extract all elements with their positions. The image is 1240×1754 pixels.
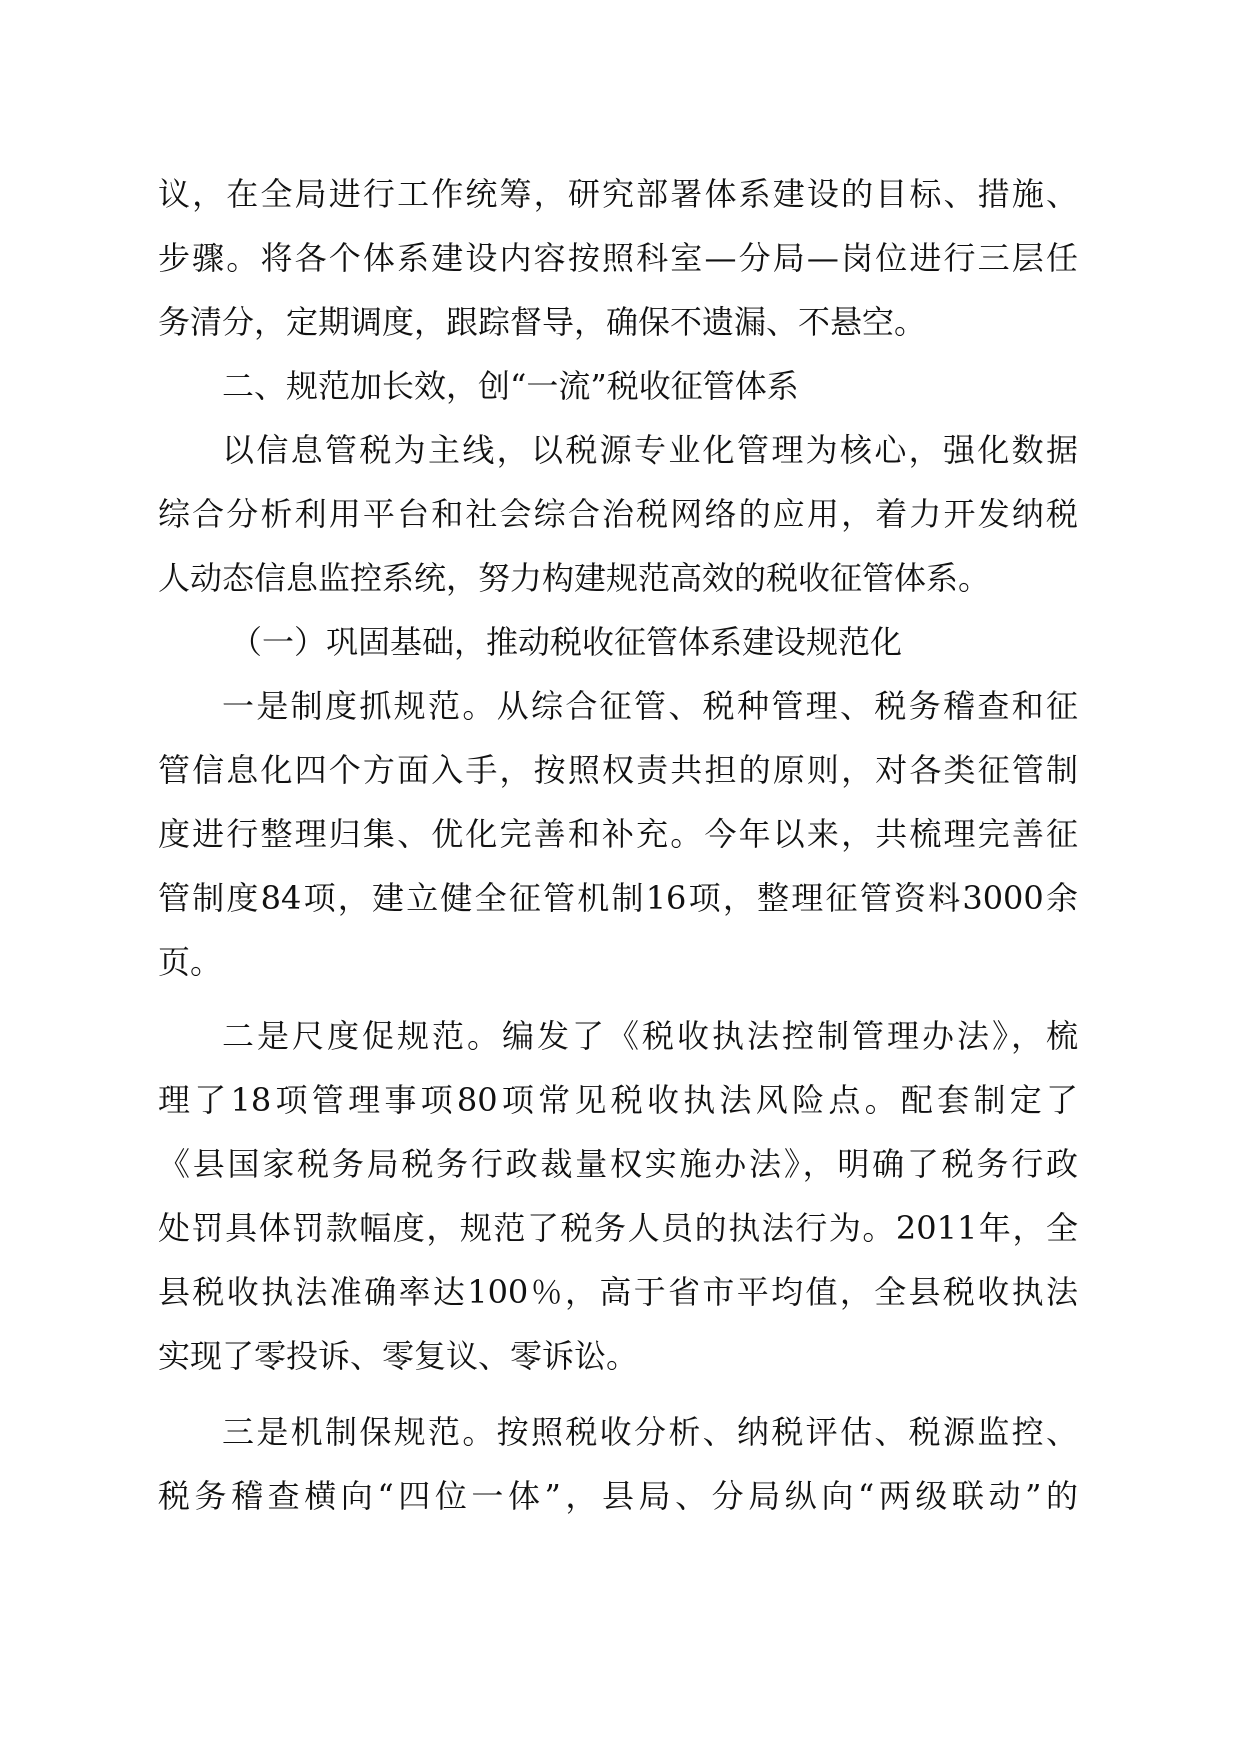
- paragraph-intro: [158, 418, 1078, 610]
- text-line: 管信息化四个方面入手，按照权责共担的原则，对各类征管制: [158, 751, 1078, 789]
- text-line: 议，在全局进行工作统筹，研究部署体系建设的目标、措施、: [158, 175, 1078, 213]
- paragraph-standard: [158, 1004, 1078, 1388]
- text-line: 处罚具体罚款幅度，规范了税务人员的执法行为。2011年，全: [158, 1209, 1078, 1247]
- paragraph-mechanism: [158, 1400, 1078, 1528]
- paragraph-system: [158, 674, 1078, 994]
- text-line: 县税收执法准确率达100％，高于省市平均值，全县税收执法: [158, 1273, 1078, 1311]
- text-line: 步骤。将各个体系建设内容按照科室—分局—岗位进行三层任: [158, 239, 1078, 277]
- text-line: 以信息管税为主线，以税源专业化管理为核心，强化数据: [222, 431, 1078, 469]
- heading-line: 二、规范加长效，创“一流”税收征管体系: [222, 367, 799, 405]
- text-line: 一是制度抓规范。从综合征管、税种管理、税务稽查和征: [222, 687, 1078, 725]
- text-line: 务清分，定期调度，跟踪督导，确保不遗漏、不悬空。: [158, 303, 927, 341]
- heading-line: （一）巩固基础，推动税收征管体系建设规范化: [230, 623, 903, 661]
- text-line: 页。: [158, 943, 223, 981]
- text-line: 度进行整理归集、优化完善和补充。今年以来，共梳理完善征: [158, 815, 1078, 853]
- text-line: 理了18项管理事项80项常见税收执法风险点。配套制定了: [158, 1081, 1078, 1119]
- paragraph-continuation: [158, 162, 1078, 354]
- subsection-heading: [230, 610, 902, 674]
- text-line: 管制度84项，建立健全征管机制16项，整理征管资料3000余: [158, 879, 1078, 917]
- text-line: 二是尺度促规范。编发了《税收执法控制管理办法》，梳: [222, 1017, 1078, 1055]
- text-line: 人动态信息监控系统，努力构建规范高效的税收征管体系。: [158, 559, 991, 597]
- section-heading-2: [222, 354, 799, 418]
- text-line: 三是机制保规范。按照税收分析、纳税评估、税源监控、: [222, 1413, 1078, 1451]
- text-line: 《县国家税务局税务行政裁量权实施办法》，明确了税务行政: [158, 1145, 1078, 1183]
- text-line: 综合分析利用平台和社会综合治税网络的应用，着力开发纳税: [158, 495, 1078, 533]
- text-line: 税务稽查横向“四位一体”，县局、分局纵向“两级联动”的: [158, 1477, 1078, 1515]
- text-line: 实现了零投诉、零复议、零诉讼。: [158, 1337, 639, 1375]
